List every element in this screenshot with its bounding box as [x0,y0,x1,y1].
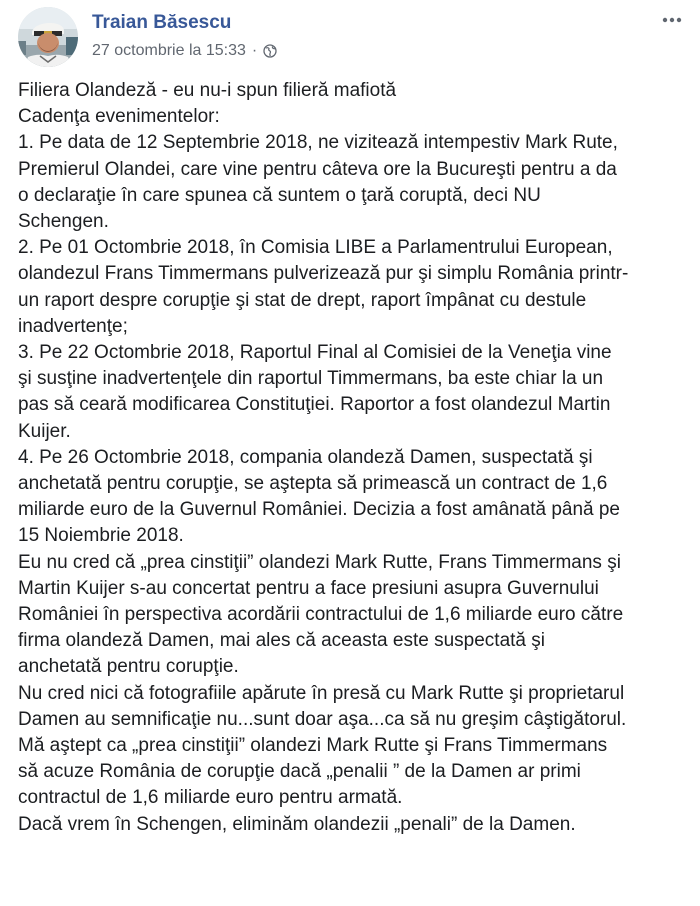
author-name-link[interactable]: Traian Băsescu [92,12,232,33]
post-line: să acuze România de corupţie dacă „penalii ” de la Damen ar primi [18,761,581,783]
post-line: un raport despre corupţie şi stat de drept, raport împânat cu destule [18,289,587,311]
meta-separator: · [251,42,258,59]
post-line: 1. Pe data de 12 Septembrie 2018, ne vizitează intempestiv Mark Rute, [18,132,618,154]
post-line: miliarde euro de la Guvernul României. Decizia a fost amânată până pe [18,499,620,521]
post-line: României în perspectiva acordării contractului de 1,6 miliarde euro către [18,604,624,626]
post-text [18,78,693,838]
more-options-icon [662,17,682,23]
profile-photo-icon [18,7,78,67]
post-line: anchetată pentru corupţie. [18,656,239,678]
post-line: pas să ceară modificarea Constituţiei. Raportor a fost olandezul Martin [18,394,611,416]
post-line: 2. Pe 01 Octombrie 2018, în Comisia LIBE a Parlamentrului European, [18,237,613,259]
more-options-button[interactable] [660,8,684,32]
post-line: şi susţine inadvertenţele din raportul Timmermans, ba este chiar la un [18,368,604,390]
post-line: Mă aştept ca „prea cinstiţii” olandezi Mark Rutte şi Frans Timmermans [18,735,608,757]
post-line: anchetată pentru corupţie, se aştepta să primească un contract de 1,6 [18,473,608,495]
post-line: Eu nu cred că „prea cinstiţii” olandezi Mark Rutte, Frans Timmermans şi [18,551,621,573]
post-line: Schengen. [18,211,109,233]
post-line: Filiera Olandeză - eu nu-i spun filieră mafiotă [18,80,397,101]
avatar[interactable] [18,7,78,67]
post-line: o declaraţie în care spunea că suntem o ţară coruptă, deci NU [18,184,541,206]
globe-icon[interactable] [263,44,277,58]
post-line: 3. Pe 22 Octombrie 2018, Raportul Final al Comisiei de la Veneţia vine [18,342,612,364]
post-line: 15 Noiembrie 2018. [18,525,184,547]
post-line: inadvertenţe; [18,315,128,337]
post-line: olandezul Frans Timmermans pulverizează pur şi simplu România printr- [18,263,629,285]
post-line: Nu cred nici că fotografiile apărute în presă cu Mark Rutte şi proprietarul [18,682,625,704]
post-line: contractul de 1,6 miliarde euro pentru armată. [18,787,403,809]
post-line: Dacă vrem în Schengen, eliminăm olandezii „penali” de la Damen. [18,813,576,835]
post-line: Cadenţa evenimentelor: [18,106,220,128]
post-line: Kuijer. [18,420,71,442]
post-line: Premierul Olandei, care vine pentru câteva ore la Bucureşti pentru a da [18,158,617,180]
post-line: Damen au semnificaţie nu...sunt doar aşa...ca să nu greşim câştigătorul. [18,708,627,730]
post-header [0,0,700,80]
post-timestamp[interactable]: 27 octombrie la 15:33 [92,42,246,59]
post-line: Martin Kuijer s-au concertat pentru a face presiuni asupra Guvernului [18,577,599,599]
post-line: 4. Pe 26 Octombrie 2018, compania olandeză Damen, suspectată şi [18,446,593,468]
post-line: firma olandeză Damen, mai ales că aceasta este suspectată şi [18,630,545,652]
post-meta [92,41,277,61]
